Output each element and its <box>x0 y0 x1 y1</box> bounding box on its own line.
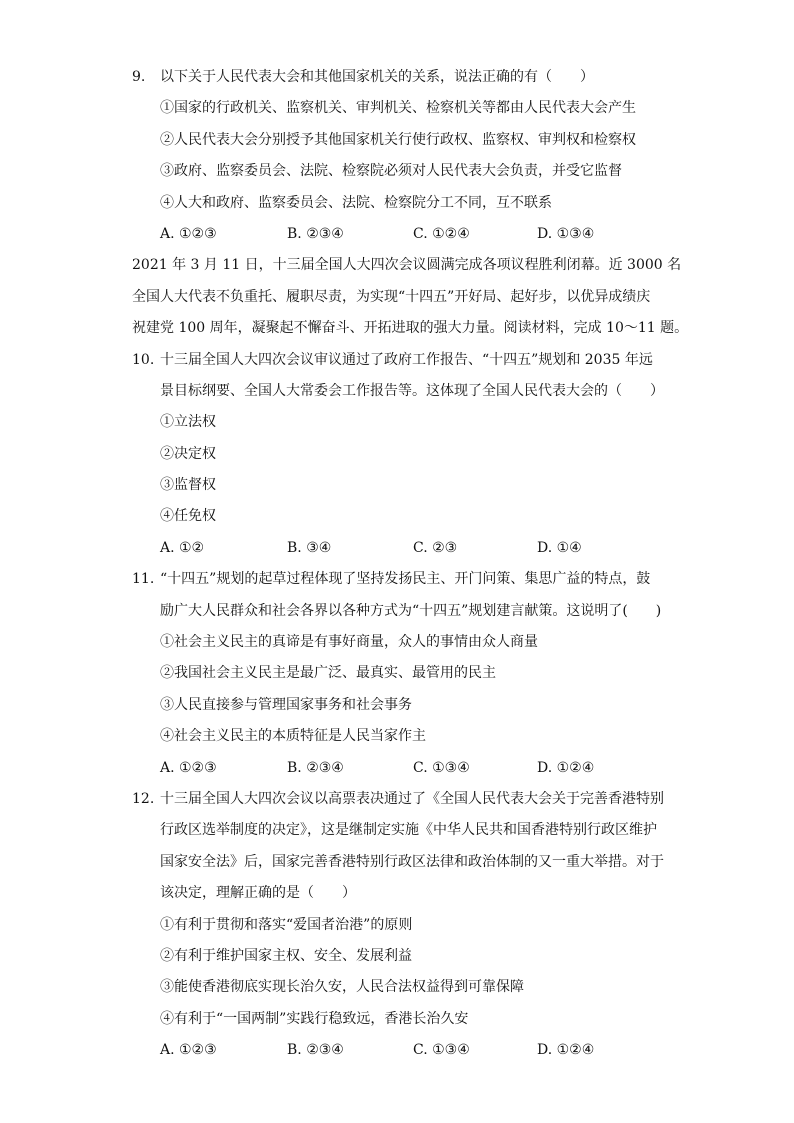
statement-text: ②有利于维护国家主权、安全、发展利益 <box>160 947 412 964</box>
statement-text: ③能使香港彻底实现长治久安，人民合法权益得到可靠保障 <box>160 979 524 996</box>
statement-item <box>0 156 794 187</box>
option-c[interactable]: C. ①③④ <box>413 759 470 776</box>
question-stem-line <box>0 62 794 93</box>
option-c[interactable]: C. ②③ <box>413 539 458 556</box>
passage-text: 祝建党 100 周年，凝聚起不懈奋斗、开拓进取的强大力量。阅读材料，完成 10～11 题。 <box>132 320 689 337</box>
statement-item <box>0 407 794 438</box>
question-stem-line <box>0 345 794 376</box>
question-stem: 励广大人民群众和社会各界以各种方式为“十四五”规划建言献策。这说明了( ) <box>160 602 662 619</box>
passage-text: 全国人大代表不负重托、履职尽责，为实现“十四五”开好局、起好步，以优异成绩庆 <box>132 288 651 305</box>
statement-text: ①国家的行政机关、监察机关、审判机关、检察机关等都由人民代表大会产生 <box>160 100 636 117</box>
statement-item <box>0 188 794 219</box>
statement-text: ②我国社会主义民主是最广泛、最真实、最管用的民主 <box>160 665 496 682</box>
statement-text: ①社会主义民主的真谛是有事好商量，众人的事情由众人商量 <box>160 634 538 651</box>
option-a[interactable]: A. ①② <box>160 539 205 556</box>
question-stem: 该决定，理解正确的是（ ） <box>160 885 356 902</box>
statement-item <box>0 690 794 721</box>
statement-item <box>0 501 794 532</box>
statement-item <box>0 627 794 658</box>
statement-item <box>0 658 794 689</box>
statement-item <box>0 941 794 972</box>
option-a[interactable]: A. ①②③ <box>160 225 217 242</box>
statement-text: ②决定权 <box>160 445 216 462</box>
question-stem: 景目标纲要、全国人大常委会工作报告等。这体现了全国人民代表大会的（ ） <box>160 382 664 399</box>
statement-item <box>0 470 794 501</box>
passage-line <box>0 250 794 281</box>
option-a[interactable]: A. ①②③ <box>160 759 217 776</box>
statement-item <box>0 721 794 752</box>
question-stem-line <box>0 784 794 815</box>
statement-text: ③监督权 <box>160 477 216 494</box>
option-d[interactable]: D. ①②④ <box>537 759 595 776</box>
question-stem: 以下关于人民代表大会和其他国家机关的关系，说法正确的有（ ） <box>160 69 594 85</box>
answer-options <box>0 1035 794 1066</box>
statement-text: ③政府、监察委员会、法院、检察院必须对人民代表大会负责，并受它监督 <box>160 163 622 180</box>
question-number: 11. <box>132 571 155 588</box>
question-10 <box>0 345 794 565</box>
statement-item <box>0 439 794 470</box>
question-9 <box>0 62 794 250</box>
answer-options <box>0 533 794 564</box>
option-d[interactable]: D. ①②④ <box>537 1042 595 1059</box>
question-stem: 十三届全国人大四次会议以高票表决通过了《全国人民代表大会关于完善香港特别 <box>160 790 664 807</box>
passage-text: 2021 年 3 月 11 日，十三届全国人大四次会议圆满完成各项议程胜利闭幕。近 3000 名 <box>132 257 682 274</box>
question-number: 9. <box>132 69 146 85</box>
question-12 <box>0 784 794 1067</box>
question-stem: 行政区选举制度的决定》，这是继制定实施《中华人民共和国香港特别行政区维护 <box>160 822 657 839</box>
question-stem-line <box>0 564 794 595</box>
answer-options <box>0 753 794 784</box>
option-b[interactable]: B. ②③④ <box>287 1042 344 1059</box>
statement-text: ④任免权 <box>160 508 216 525</box>
question-11 <box>0 564 794 784</box>
statement-text: ③人民直接参与管理国家事务和社会事务 <box>160 696 412 713</box>
question-stem-line <box>0 847 794 878</box>
question-stem-line <box>0 878 794 909</box>
passage-line <box>0 282 794 313</box>
statement-item <box>0 910 794 941</box>
option-c[interactable]: C. ①②④ <box>413 225 470 242</box>
reading-passage <box>0 250 794 344</box>
question-stem: 十三届全国人大四次会议审议通过了政府工作报告、“十四五”规划和 2035 年远 <box>160 351 653 368</box>
option-b[interactable]: B. ②③④ <box>287 759 344 776</box>
question-stem-line <box>0 815 794 846</box>
statement-text: ④人大和政府、监察委员会、法院、检察院分工不同，互不联系 <box>160 194 552 211</box>
question-number: 10. <box>132 351 155 368</box>
option-c[interactable]: C. ①③④ <box>413 1042 470 1059</box>
statement-text: ④有利于“一国两制”实践行稳致远，香港长治久安 <box>160 1010 469 1027</box>
passage-line <box>0 313 794 344</box>
statement-item <box>0 93 794 124</box>
option-a[interactable]: A. ①②③ <box>160 1042 217 1059</box>
question-stem-line <box>0 376 794 407</box>
option-b[interactable]: B. ③④ <box>287 539 332 556</box>
statement-text: ①有利于贯彻和落实“爱国者治港”的原则 <box>160 916 413 933</box>
option-d[interactable]: D. ①③④ <box>537 225 595 242</box>
question-number: 12. <box>132 790 155 807</box>
answer-options <box>0 219 794 250</box>
statement-item <box>0 1004 794 1035</box>
statement-item <box>0 125 794 156</box>
question-stem: “十四五”规划的起草过程体现了坚持发扬民主、开门问策、集思广益的特点，鼓 <box>160 571 651 588</box>
question-stem-line <box>0 596 794 627</box>
statement-item <box>0 972 794 1003</box>
statement-text: ④社会主义民主的本质特征是人民当家作主 <box>160 728 426 745</box>
option-d[interactable]: D. ①④ <box>537 539 582 556</box>
page-content <box>0 62 794 1067</box>
question-stem: 国家安全法》后，国家完善香港特别行政区法律和政治体制的又一重大举措。对于 <box>160 853 664 870</box>
option-b[interactable]: B. ②③④ <box>287 225 344 242</box>
statement-text: ①立法权 <box>160 414 216 431</box>
statement-text: ②人民代表大会分别授予其他国家机关行使行政权、监察权、审判权和检察权 <box>160 131 636 148</box>
